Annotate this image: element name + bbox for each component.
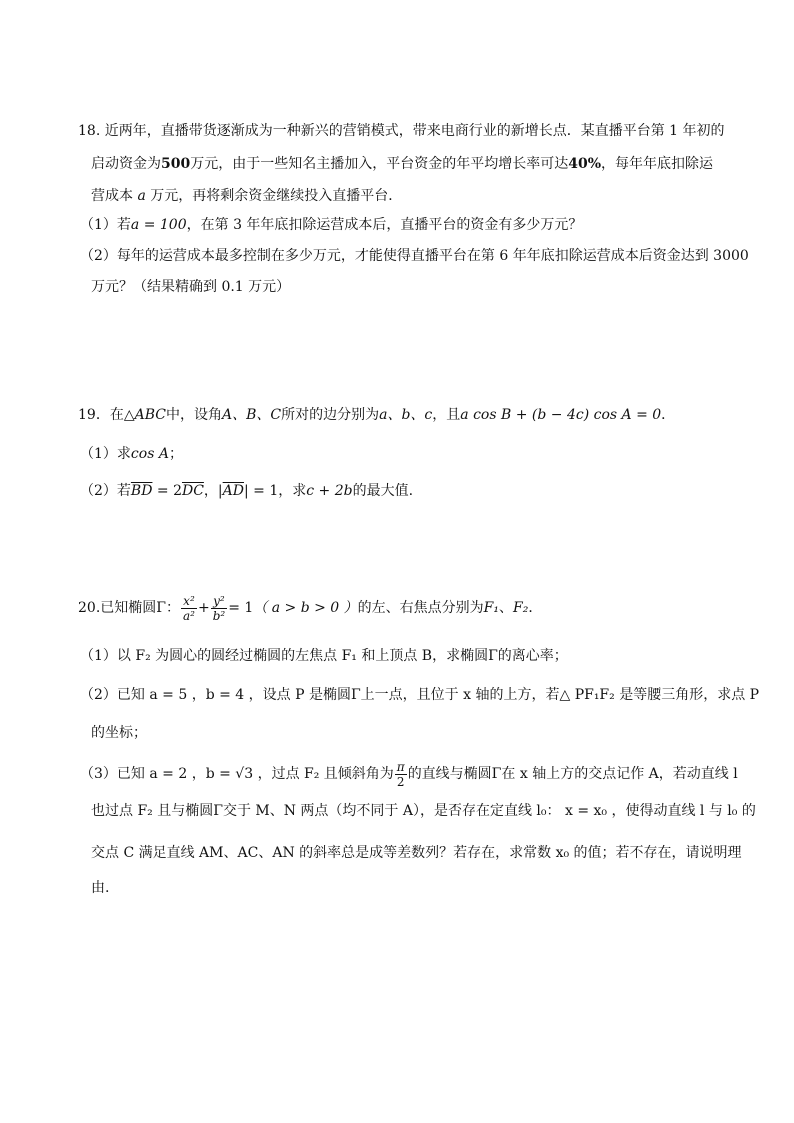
p19-text-d: 所对的边分别为	[281, 407, 380, 423]
problem-20-question-3-line-2	[91, 801, 756, 821]
var-a: a	[137, 188, 146, 204]
q19-2-label: （2）若	[80, 483, 131, 499]
p20-text-b: 的左、右焦点分别为	[357, 600, 484, 616]
q19-2-eq2: | = 1	[243, 483, 279, 499]
problem-20-number: 20.	[78, 600, 101, 616]
pi: π	[396, 759, 405, 774]
q19-2-end: 的最大值.	[352, 483, 414, 499]
q20-3-text-3: 交点 C 满足直线 AM、AC、AN 的斜率总是成等差数列？若存在，求常数 x₀ 的值；若不存在，请说明理	[91, 845, 742, 861]
angles: A、B、C	[221, 407, 282, 423]
problem-18-line-1	[78, 121, 725, 141]
q20-2-text: （2）已知 a = 5 ，b = 4 ，设点 P 是椭圆Γ上一点，且位于 x 轴的上方，若△ PF₁F₂ 是等腰三角形，求点 P	[80, 687, 760, 703]
problem-20-stem	[78, 590, 542, 626]
problem-20-question-1	[80, 646, 568, 666]
q20-3-text-2: 也过点 F₂ 且与椭圆Γ交于 M、N 两点（均不同于 A），是否存在定直线 l₀： x = x₀ ，使得动直线 l 与 l₀ 的	[91, 803, 756, 819]
triangle-abc: ABC	[134, 407, 166, 423]
cos-a: cos A	[130, 446, 169, 462]
p19-equation: a cos B + (b − 4c) cos A = 0	[460, 407, 662, 423]
fraction-x	[181, 594, 197, 623]
q19-2-eq1: = 2	[152, 483, 182, 499]
vector-ad: $\overline{AD}$	[222, 483, 244, 499]
problem-18-question-1	[80, 215, 582, 235]
fraction-y	[211, 594, 228, 623]
problem-19-question-2	[80, 481, 413, 501]
problem-18-question-2-cont	[91, 277, 290, 297]
problem-18-text-2c: ，每年年底扣除运	[601, 156, 714, 172]
problem-20-question-3	[80, 756, 738, 792]
p19-end: ．	[661, 407, 676, 423]
problem-20-question-2-cont	[91, 723, 147, 743]
p20-text-a: 已知椭圆Γ：	[100, 600, 180, 616]
growth-rate: 40%	[568, 156, 602, 172]
problem-18-number: 18.	[78, 123, 101, 139]
problem-20-question-2	[80, 685, 759, 705]
q20-1-text: （1）以 F₂ 为圆心的圆经过椭圆的左焦点 F₁ 和上顶点 B，求椭圆Γ的离心率；	[80, 648, 568, 664]
q19-2-text: ，求	[278, 483, 307, 499]
p19-text-a: 在△	[109, 407, 135, 423]
problem-18-text-2b: 万元，由于一些知名主播加入，平台资金的年平均增长率可达	[190, 156, 569, 172]
problem-18-line-2	[91, 154, 713, 174]
a-squared: a²	[182, 608, 195, 623]
focus-f1: F₁	[483, 600, 499, 616]
equals-one: = 1	[228, 600, 254, 616]
sides: a、b、c	[379, 407, 433, 423]
problem-18-line-3	[91, 186, 402, 206]
p19-text-f: ，且	[432, 407, 461, 423]
problem-19-question-1	[80, 444, 183, 464]
q20-3-text-b: 的直线与椭圆Γ在 x 轴上方的交点记作 A，若动直线 l	[407, 766, 738, 782]
vector-dc: $\overline{DC}$	[181, 483, 204, 499]
b-squared: b²	[212, 608, 226, 623]
start-capital: 500	[161, 156, 191, 172]
plus-sign: +	[197, 600, 210, 616]
q20-2-text-cont: 的坐标；	[91, 725, 147, 741]
q19-1-end: ；	[168, 446, 183, 462]
problem-20-question-3-line-4	[91, 878, 109, 898]
problem-18-text-3a: 营成本	[91, 188, 133, 204]
focus-f2: F₂	[513, 600, 529, 616]
problem-18-text-2a: 启动资金为	[91, 156, 161, 172]
problem-20-question-3-line-3	[91, 843, 742, 863]
y-squared: y²	[213, 593, 225, 608]
p19-text-b: 中，设角	[165, 407, 222, 423]
q18-1-text: ，在第 3 年年底扣除运营成本后，直播平台的资金有多少万元？	[186, 217, 583, 233]
q19-1-label: （1）求	[80, 446, 131, 462]
problem-19-number: 19．	[78, 407, 110, 423]
q20-3-text-a: （3）已知 a = 2 ，b = √3 ，过点 F₂ 且倾斜角为	[80, 766, 394, 782]
condition: （ a > b > 0 ）	[253, 600, 358, 616]
q19-2-sep: ，|	[203, 483, 223, 499]
problem-19-stem	[78, 405, 675, 425]
q18-1-label: （1）若	[80, 217, 131, 233]
problem-18-text-3b: 万元，再将剩余资金继续投入直播平台．	[150, 188, 403, 204]
p20-sep: 、	[499, 600, 513, 616]
q20-3-text-4: 由.	[91, 880, 110, 896]
q18-1-equation: a = 100	[130, 217, 187, 233]
vector-bd: $\overline{BD}$	[130, 483, 153, 499]
fraction-pi-over-2	[395, 760, 407, 789]
two: 2	[396, 774, 405, 789]
q18-2-text: （2）每年的运营成本最多控制在多少万元，才能使得直播平台在第 6 年年底扣除运营成本后资金达到 3000	[80, 248, 749, 264]
q18-2-text-cont: 万元？（结果精确到 0.1 万元）	[91, 279, 291, 295]
problem-18-text-1: 近两年，直播带货逐渐成为一种新兴的营销模式，带来电商行业的新增长点．某直播平台第 1 年初的	[104, 123, 725, 139]
c-plus-2b: c + 2b	[306, 483, 353, 499]
x-squared: x²	[183, 593, 195, 608]
problem-18-question-2	[80, 246, 749, 266]
p20-end: ．	[528, 600, 543, 616]
